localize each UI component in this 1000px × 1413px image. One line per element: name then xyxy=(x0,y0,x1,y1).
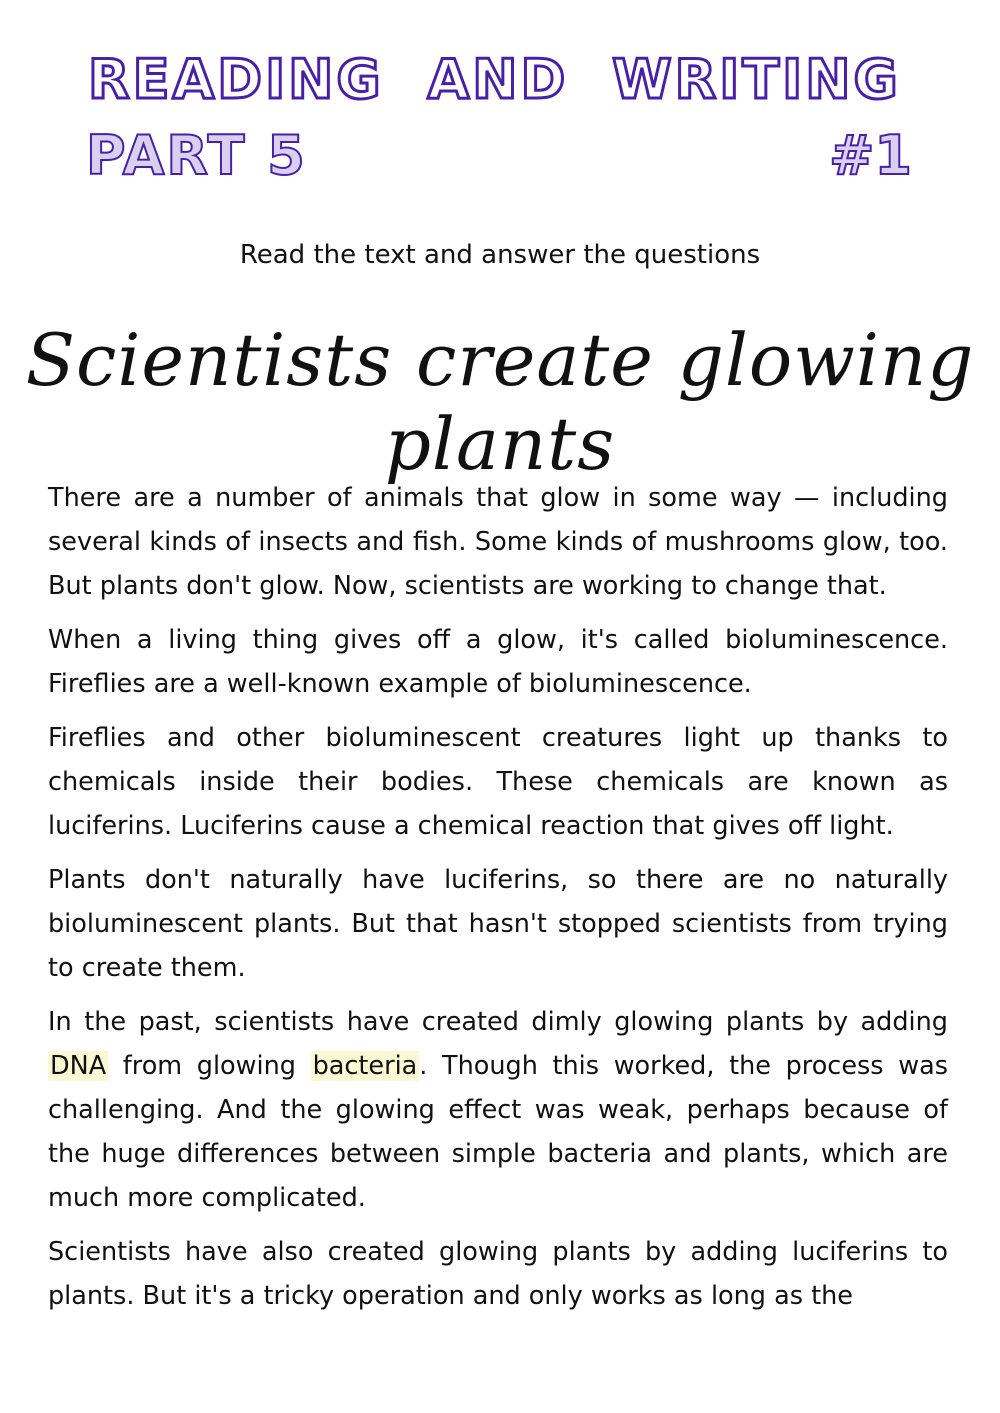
paragraph-6: Scientists have also created glowing plants by adding luciferins to plants. But it's a tricky operation and only works as long as the xyxy=(48,1237,948,1311)
worksheet-header xyxy=(0,0,1000,200)
highlighted-word-bacteria[interactable]: bacteria xyxy=(312,1051,418,1081)
paragraph-4: Plants don't naturally have luciferins, so there are no naturally bioluminescent plants. But that hasn't stopped scientists from trying to create them. xyxy=(48,865,948,983)
worksheet-title: READING AND WRITING xyxy=(88,48,901,111)
part-label: PART 5 xyxy=(86,124,307,187)
highlighted-word-dna[interactable]: DNA xyxy=(50,1051,107,1081)
instruction-text: Read the text and answer the questions xyxy=(239,240,761,270)
story-title: Scientists create glowing plants xyxy=(25,318,975,486)
paragraph-5 xyxy=(48,1000,948,1220)
paragraph-5-text: from glowing xyxy=(108,1051,311,1081)
paragraph-2: When a living thing gives off a glow, it's called bioluminescence. Fireflies are a well-known example of bioluminescence. xyxy=(48,625,948,699)
reading-passage xyxy=(48,476,948,1328)
paragraph-5-text: . Though this worked, the process was challenging. And the glowing effect was weak, perhaps because of the huge differences between simple bacteria and plants, which are much more complicated. xyxy=(48,1051,948,1213)
paragraph-3: Fireflies and other bioluminescent creatures light up thanks to chemicals inside their bodies. These chemicals are known as luciferins. Luciferins cause a chemical reaction that gives off light. xyxy=(48,723,948,841)
paragraph-5-text: In the past, scientists have created dimly glowing plants by adding xyxy=(48,1007,948,1037)
worksheet-number: #1 xyxy=(829,124,912,187)
paragraph-1: There are a number of animals that glow in some way — including several kinds of insects and fish. Some kinds of mushrooms glow, too. But plants don't glow. Now, scientists are working to change that. xyxy=(48,483,948,601)
